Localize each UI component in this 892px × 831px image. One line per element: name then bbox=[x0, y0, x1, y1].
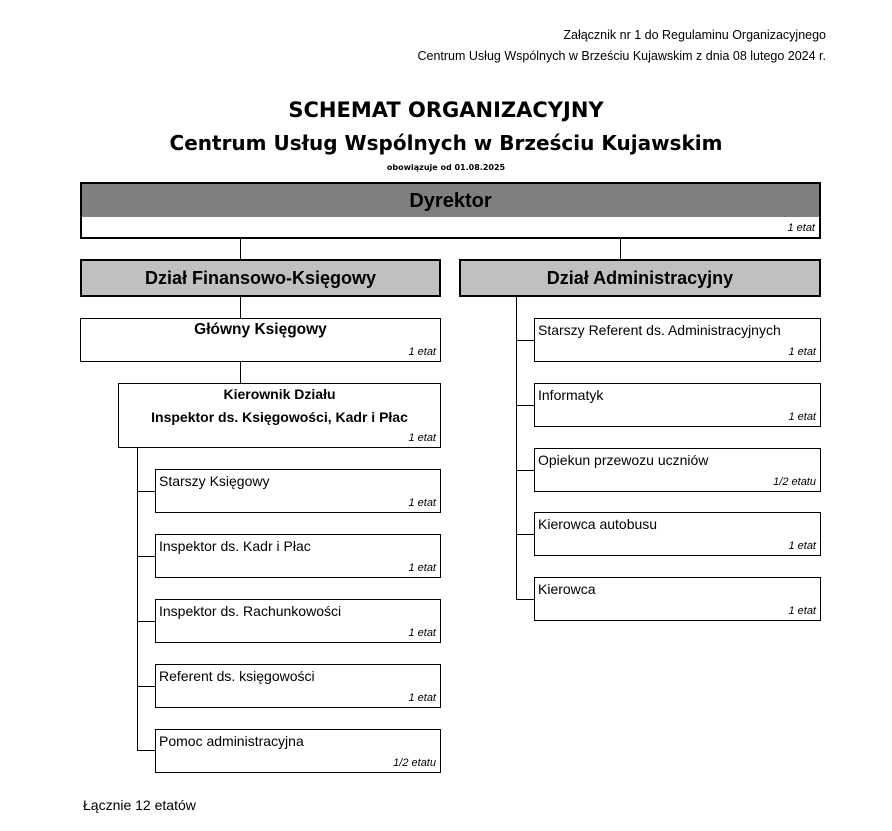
finance-staff-name: Pomoc administracyjna bbox=[159, 733, 304, 749]
finance-staff-box bbox=[155, 469, 441, 513]
finance-staff-name: Inspektor ds. Rachunkowości bbox=[159, 603, 342, 619]
connector-director-finance bbox=[240, 239, 241, 259]
finance-staff-name: Starszy Księgowy bbox=[159, 473, 270, 489]
director-title: Dyrektor bbox=[82, 184, 819, 217]
dept-finance: Dział Finansowo-Księgowy bbox=[80, 259, 441, 297]
director-box bbox=[80, 182, 821, 239]
dept-admin: Dział Administracyjny bbox=[459, 259, 821, 297]
finance-staff-etat: 1 etat bbox=[408, 562, 436, 574]
chart-title: SCHEMAT ORGANIZACYJNY bbox=[288, 98, 604, 122]
attachment-note-line2: Centrum Usług Wspólnych w Brześciu Kujawskim z dnia 08 lutego 2024 r. bbox=[417, 49, 826, 63]
finance-staff-etat: 1 etat bbox=[408, 497, 436, 509]
finance-staff-name: Referent ds. księgowości bbox=[159, 668, 315, 684]
attachment-note-line1: Załącznik nr 1 do Regulaminu Organizacyjnego bbox=[563, 28, 826, 42]
finance-staff-etat: 1/2 etatu bbox=[393, 757, 436, 769]
connector-finance-staff-1 bbox=[137, 556, 156, 557]
connector-finance-chief bbox=[240, 297, 241, 318]
admin-staff-box bbox=[534, 318, 821, 362]
finance-staff-etat: 1 etat bbox=[408, 692, 436, 704]
finance-staff-box bbox=[155, 534, 441, 578]
admin-staff-box bbox=[534, 577, 821, 621]
head-of-department-box bbox=[118, 383, 441, 448]
admin-staff-etat: 1 etat bbox=[788, 411, 816, 423]
admin-staff-name: Kierowca autobusu bbox=[538, 516, 658, 532]
connector-admin-staff-1 bbox=[516, 405, 535, 406]
connector-finance-staff-4 bbox=[137, 750, 156, 751]
finance-staff-box bbox=[155, 599, 441, 643]
head-of-department-line1: Kierownik Działu bbox=[223, 386, 336, 402]
connector-admin-staff-3 bbox=[516, 534, 535, 535]
chief-accountant-box bbox=[80, 318, 441, 362]
connector-finance-staff-3 bbox=[137, 686, 156, 687]
admin-staff-etat: 1/2 etatu bbox=[773, 476, 816, 488]
finance-staff-spine bbox=[137, 448, 138, 751]
admin-staff-etat: 1 etat bbox=[788, 540, 816, 552]
director-etat: 1 etat bbox=[787, 222, 815, 234]
head-of-department-line2: Inspektor ds. Księgowości, Kadr i Płac bbox=[151, 409, 408, 425]
finance-staff-name: Inspektor ds. Kadr i Płac bbox=[159, 538, 311, 554]
finance-staff-box bbox=[155, 729, 441, 773]
connector-admin-staff-4 bbox=[516, 599, 535, 600]
connector-finance-staff-0 bbox=[137, 491, 156, 492]
admin-staff-name: Opiekun przewozu uczniów bbox=[538, 452, 709, 468]
admin-staff-name: Starszy Referent ds. Administracyjnych bbox=[538, 322, 781, 338]
finance-staff-box bbox=[155, 664, 441, 708]
total-positions: Łącznie 12 etatów bbox=[83, 797, 196, 813]
admin-staff-name: Informatyk bbox=[538, 387, 604, 403]
chief-accountant-etat: 1 etat bbox=[408, 346, 436, 358]
chart-subtitle: Centrum Usług Wspólnych w Brześciu Kujawskim bbox=[169, 131, 723, 155]
admin-staff-box bbox=[534, 512, 821, 556]
admin-staff-etat: 1 etat bbox=[788, 346, 816, 358]
head-of-department-etat: 1 etat bbox=[408, 432, 436, 444]
admin-staff-spine bbox=[516, 297, 517, 600]
connector-chief-head bbox=[240, 362, 241, 383]
connector-finance-staff-2 bbox=[137, 621, 156, 622]
admin-staff-etat: 1 etat bbox=[788, 605, 816, 617]
admin-staff-box bbox=[534, 448, 821, 492]
connector-director-admin bbox=[620, 239, 621, 259]
connector-admin-staff-2 bbox=[516, 470, 535, 471]
finance-staff-etat: 1 etat bbox=[408, 627, 436, 639]
chief-accountant-name: Główny Księgowy bbox=[194, 321, 327, 338]
connector-admin-staff-0 bbox=[516, 340, 535, 341]
admin-staff-name: Kierowca bbox=[538, 581, 596, 597]
admin-staff-box bbox=[534, 383, 821, 427]
valid-from: obowiązuje od 01.08.2025 bbox=[386, 163, 506, 172]
